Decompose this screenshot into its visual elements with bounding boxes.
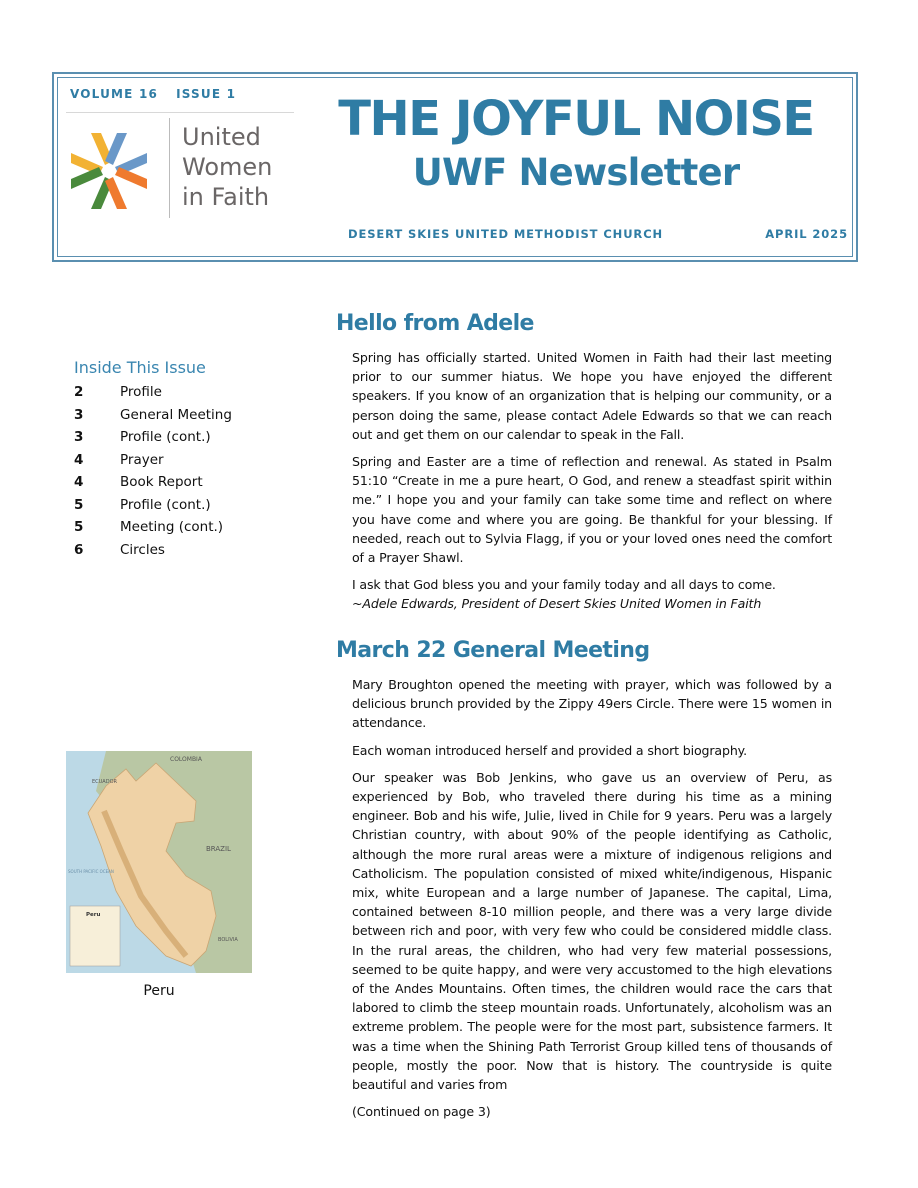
- paragraph: [352, 575, 832, 613]
- signature: ~Adele Edwards, President of Desert Skies United Women in Faith: [352, 596, 762, 612]
- toc-item[interactable]: [74, 539, 314, 562]
- toc-page: 4: [74, 451, 84, 468]
- article-heading: March 22 General Meeting: [336, 638, 650, 663]
- masthead: [52, 72, 858, 262]
- map-label-ecuador: ECUADOR: [92, 779, 117, 785]
- toc-label: Profile (cont.): [120, 429, 211, 445]
- paragraph: Each woman introduced herself and provided a short biography.: [352, 742, 748, 758]
- toc-page: 3: [74, 429, 84, 445]
- issue-label: ISSUE 1: [176, 87, 237, 101]
- continued-link[interactable]: (Continued on page 3): [352, 1104, 491, 1120]
- article-heading: Hello from Adele: [336, 311, 534, 336]
- map-label-bolivia: BOLIVIA: [218, 937, 238, 943]
- toc-page: 4: [74, 474, 84, 490]
- map-label-brazil: BRAZIL: [206, 845, 231, 853]
- logo-petal: [71, 167, 103, 189]
- logo-petal: [105, 133, 127, 165]
- table-of-contents: [74, 357, 314, 561]
- toc-page: 5: [74, 496, 84, 513]
- logo-petal: [105, 177, 127, 209]
- map-label-ocean: SOUTH PACIFIC OCEAN: [68, 869, 114, 874]
- paragraph: Spring and Easter are a time of reflection and renewal. As stated in Psalm 51:10 “Create in me a pure heart, O God, and renew a steadfast spirit within me.” I hope you and your family can take some time and reflect on where you have come and where you are going. Be thankful for your blessing. If needed, reach out to Sylvia Flagg, if you or your loved ones need the comfort of a Prayer Shawl.: [352, 454, 832, 566]
- volume-issue: [70, 87, 300, 101]
- toc-label: Profile (cont.): [120, 496, 211, 513]
- toc-item[interactable]: [74, 381, 314, 404]
- logo-line: Women: [182, 153, 273, 181]
- uwf-logo: [64, 118, 296, 218]
- article-body: [352, 348, 832, 614]
- uwf-star-icon: [64, 126, 154, 216]
- toc-label: Meeting (cont.): [120, 519, 224, 535]
- toc-item[interactable]: [74, 516, 314, 539]
- toc-label: Prayer: [120, 451, 164, 468]
- toc-title: Inside This Issue: [74, 358, 206, 377]
- toc-page: 3: [74, 406, 84, 423]
- article-body: [352, 675, 832, 1121]
- peru-map-image: [66, 751, 252, 973]
- map-legend-title: Peru: [86, 912, 101, 918]
- toc-page: 6: [74, 541, 84, 558]
- toc-item[interactable]: [74, 404, 314, 427]
- issue-date: APRIL 2025: [765, 227, 848, 241]
- toc-page: 2: [74, 384, 84, 400]
- logo-line: United: [182, 123, 261, 151]
- paragraph: Our speaker was Bob Jenkins, who gave us an overview of Peru, as experienced by Bob, who traveled there during his time as a mining engineer. Bob and his wife, Julie, lived in Chile for 9 years. Peru was a largely Christian country, with about 90% of the people identifying as Catholic, although the more rural areas were a mixture of indigenous religions and Catholicism. The population consisted of mixed white/indigenous, Hispanic mix, white European and a large number of Japanese. The capital, Lima, contained between 8-10 million people, and there was a very large divide between rich and poor, with very few who could be considered middle class. In the rural areas, the children, who had very few material possessions, seemed to be quite happy, and were very accustomed to the high elevations of the Andes Mountains. Often times, the children would race the cars that labored to climb the steep mountain roads. Unfortunately, alcoholism was an extreme problem. The people were for the most part, subsistence farmers. It was a time when the Shining Path Terrorist Group killed tens of thousands of people, mostly the poor. Now that is history. The countryside is quite beautiful and varies from: [352, 769, 832, 1093]
- paragraph: Spring has officially started. United Women in Faith had their last meeting prior to our summer hiatus. We hope you have enjoyed the different speakers. If you know of an organization that is helping our community, or a person doing the same, please contact Adele Edwards so that we can reach out and get them on our calendar to speak in the Fall.: [352, 350, 832, 442]
- toc-label: Profile: [120, 384, 162, 400]
- logo-text: [182, 122, 294, 212]
- masthead-footer: [348, 227, 848, 241]
- article-general-meeting: [336, 637, 832, 1129]
- logo-petal: [115, 167, 147, 189]
- paragraph: Mary Broughton opened the meeting with prayer, which was followed by a delicious brunch provided by the Zippy 49ers Circle. There were 15 women in attendance.: [352, 677, 832, 731]
- logo-line: in Faith: [182, 183, 270, 211]
- map-caption: Peru: [143, 983, 175, 999]
- title-block: [306, 90, 846, 196]
- newsletter-subtitle: UWF Newsletter: [412, 151, 740, 194]
- toc-item[interactable]: [74, 426, 314, 449]
- divider: [66, 112, 294, 113]
- logo-divider: [169, 118, 170, 218]
- toc-item[interactable]: [74, 449, 314, 472]
- toc-label: Circles: [120, 541, 165, 558]
- article-hello-from-adele: [336, 310, 832, 622]
- church-name: DESERT SKIES UNITED METHODIST CHURCH: [348, 227, 664, 241]
- toc-item[interactable]: [74, 471, 314, 494]
- map-label-colombia: COLOMBIA: [170, 756, 202, 763]
- toc-label: General Meeting: [120, 406, 232, 423]
- newsletter-title: THE JOYFUL NOISE: [338, 91, 814, 147]
- volume-label: VOLUME 16: [70, 87, 159, 101]
- closing-text: I ask that God bless you and your family today and all days to come.: [352, 577, 776, 593]
- toc-item[interactable]: [74, 494, 314, 517]
- toc-label: Book Report: [120, 474, 203, 490]
- toc-page: 5: [74, 519, 84, 535]
